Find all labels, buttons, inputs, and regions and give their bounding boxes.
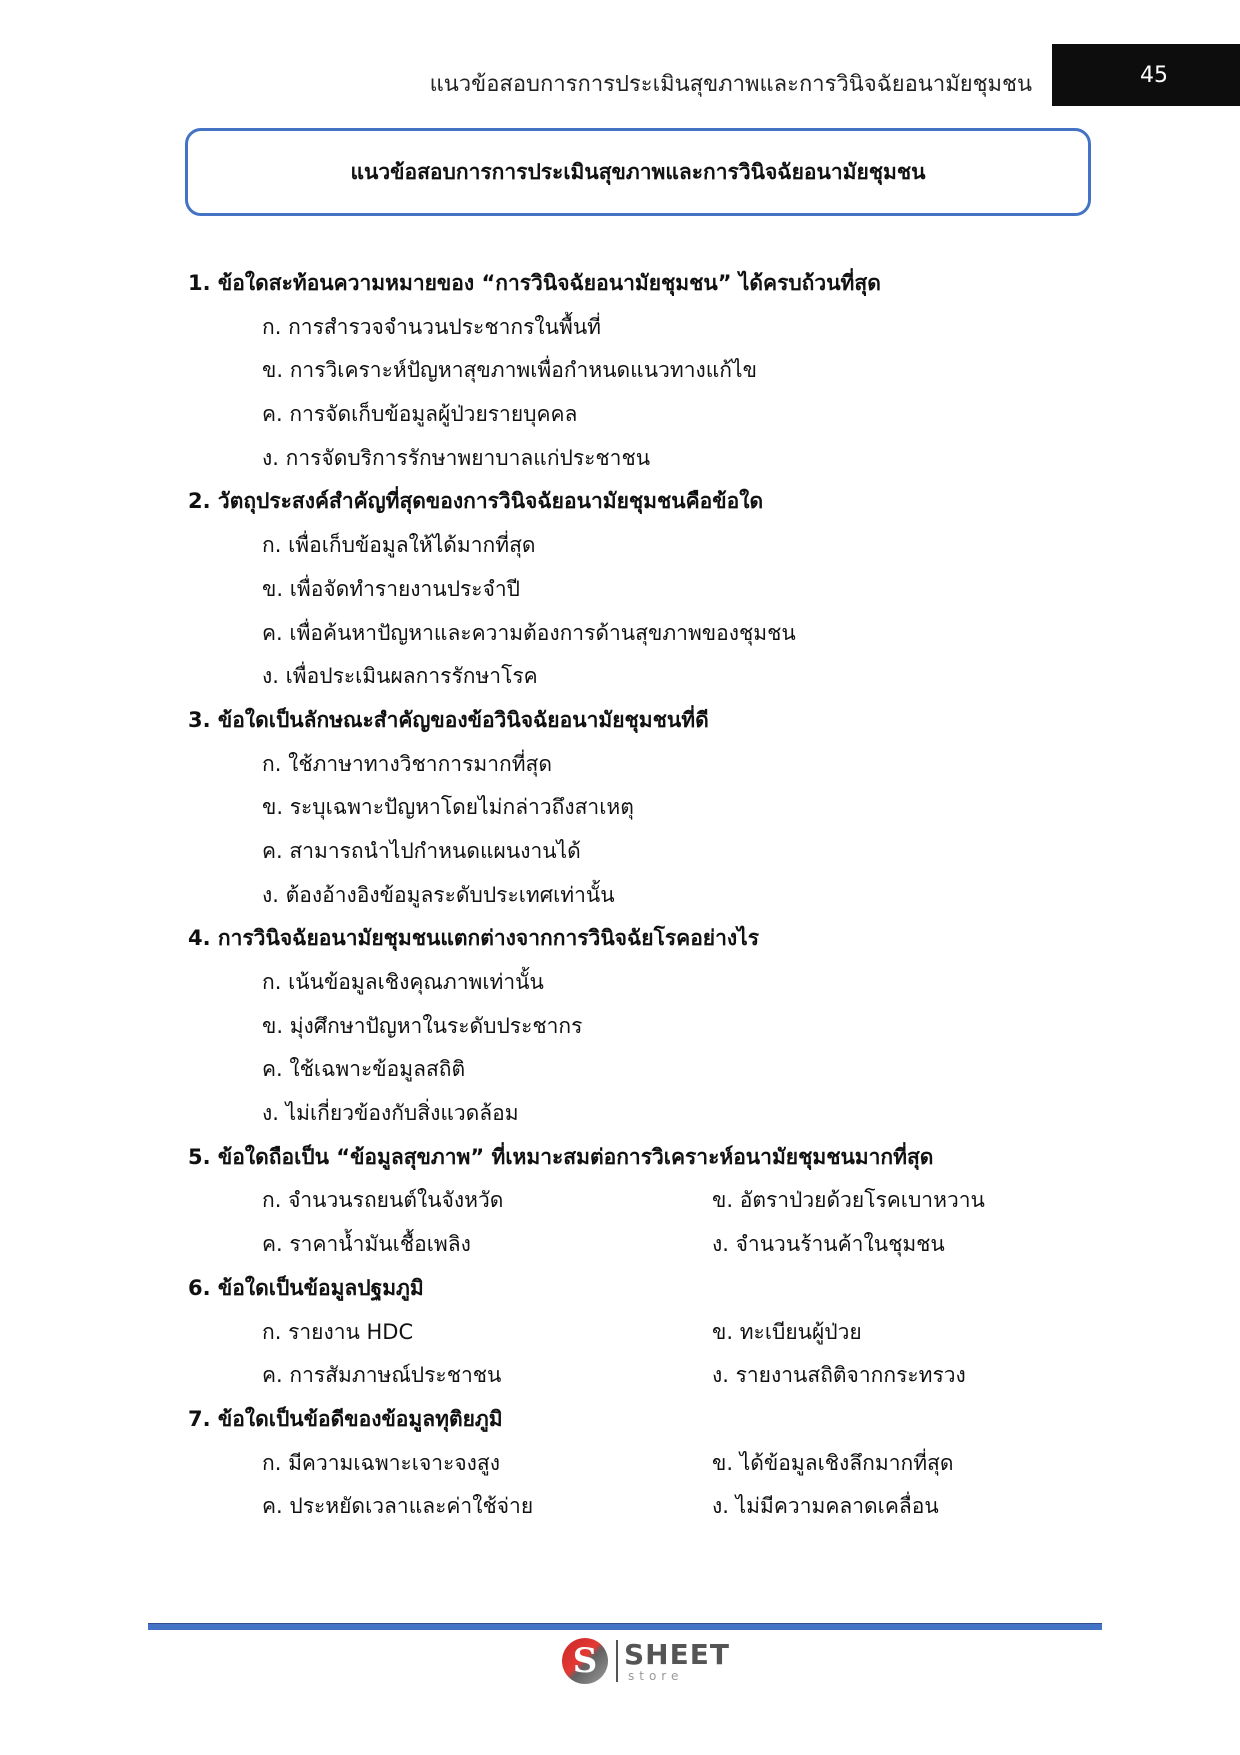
logo-text: SHEET	[624, 1637, 730, 1671]
option-3b: ข. ระบุเฉพาะปัญหาโดยไม่กล่าวถึงสาเหตุ	[262, 795, 634, 820]
option-2d: ง. เพื่อประเมินผลการรักษาโรค	[262, 664, 538, 689]
question-7: 7. ข้อใดเป็นข้อดีของข้อมูลทุติยภูมิ	[188, 1406, 503, 1431]
option-4d: ง. ไม่เกี่ยวข้องกับสิ่งแวดล้อม	[262, 1101, 519, 1126]
option-row	[188, 1223, 1088, 1267]
option-4b: ข. มุ่งศึกษาปัญหาในระดับประชากร	[262, 1013, 583, 1038]
option-1d: ง. การจัดบริการรักษาพยาบาลแก่ประชาชน	[262, 445, 651, 470]
section-title: แนวข้อสอบการการประเมินสุขภาพและการวินิจฉัยอนามัยชุมชน	[350, 159, 926, 184]
question-1: 1. ข้อใดสะท้อนความหมายของ “การวินิจฉัยอนามัยชุมชน” ได้ครบถ้วนที่สุด	[188, 271, 881, 295]
page-number-box	[1052, 44, 1240, 106]
page-number: 45	[1140, 62, 1168, 88]
question-4: 4. การวินิจฉัยอนามัยชุมชนแตกต่างจากการวินิจฉัยโรคอย่างไร	[188, 926, 759, 951]
option-4c: ค. ใช้เฉพาะข้อมูลสถิติ	[262, 1057, 466, 1082]
option-6c: ค. การสัมภาษณ์ประชาชน	[262, 1363, 502, 1388]
question-list	[188, 262, 1088, 1529]
question-2: 2. วัตถุประสงค์สำคัญที่สุดของการวินิจฉัยอนามัยชุมชนคือข้อใด	[188, 489, 764, 514]
option-3c: ค. สามารถนำไปกำหนดแผนงานได้	[262, 838, 581, 863]
option-3d: ง. ต้องอ้างอิงข้อมูลระดับประเทศเท่านั้น	[262, 882, 615, 907]
option-5c: ค. ราคาน้ำมันเชื้อเพลิง	[262, 1232, 471, 1257]
question-5: 5. ข้อใดถือเป็น “ข้อมูลสุขภาพ” ที่เหมาะสมต่อการวิเคราะห์อนามัยชุมชนมากที่สุด	[188, 1144, 934, 1169]
option-7c: ค. ประหยัดเวลาและค่าใช้จ่าย	[262, 1494, 534, 1519]
option-row	[188, 1179, 1088, 1223]
logo-wordmark	[624, 1637, 730, 1683]
option-1b: ข. การวิเคราะห์ปัญหาสุขภาพเพื่อกำหนดแนวทางแก้ไข	[262, 358, 757, 383]
option-row	[188, 1354, 1088, 1398]
option-3a: ก. ใช้ภาษาทางวิชาการมากที่สุด	[262, 751, 553, 776]
logo-divider	[616, 1640, 618, 1682]
option-2c: ค. เพื่อค้นหาปัญหาและความต้องการด้านสุขภาพของชุมชน	[262, 620, 796, 645]
running-header-title: แนวข้อสอบการการประเมินสุขภาพและการวินิจฉัยอนามัยชุมชน	[429, 72, 1032, 97]
option-5b: ข. อัตราป่วยด้วยโรคเบาหวาน	[712, 1188, 985, 1213]
option-6d: ง. รายงานสถิติจากกระทรวง	[712, 1363, 966, 1388]
option-4a: ก. เน้นข้อมูลเชิงคุณภาพเท่านั้น	[262, 970, 544, 994]
section-title-box	[185, 128, 1091, 216]
option-row	[188, 1311, 1088, 1355]
logo-s-icon: S	[562, 1638, 608, 1684]
question-6: 6. ข้อใดเป็นข้อมูลปฐมภูมิ	[188, 1275, 424, 1300]
option-2a: ก. เพื่อเก็บข้อมูลให้ได้มากที่สุด	[262, 533, 536, 558]
option-row	[188, 1485, 1088, 1529]
sheet-store-logo	[562, 1634, 730, 1688]
option-7d: ง. ไม่มีความคลาดเคลื่อน	[712, 1494, 939, 1519]
question-3: 3. ข้อใดเป็นลักษณะสำคัญของข้อวินิจฉัยอนามัยชุมชนที่ดี	[188, 707, 709, 732]
option-6a: ก. รายงาน HDC	[262, 1319, 414, 1344]
option-7a: ก. มีความเฉพาะเจาะจงสูง	[262, 1450, 500, 1475]
option-row	[188, 1442, 1088, 1486]
option-7b: ข. ได้ข้อมูลเชิงลึกมากที่สุด	[712, 1450, 954, 1475]
footer-divider	[148, 1623, 1102, 1630]
option-1c: ค. การจัดเก็บข้อมูลผู้ป่วยรายบุคคล	[262, 402, 578, 427]
option-6b: ข. ทะเบียนผู้ป่วย	[712, 1319, 862, 1344]
option-5d: ง. จำนวนร้านค้าในชุมชน	[712, 1232, 945, 1257]
option-1a: ก. การสำรวจจำนวนประชากรในพื้นที่	[262, 314, 602, 339]
option-2b: ข. เพื่อจัดทำรายงานประจำปี	[262, 576, 521, 601]
option-5a: ก. จำนวนรถยนต์ในจังหวัด	[262, 1188, 504, 1213]
logo-subtext: store	[628, 1668, 684, 1683]
